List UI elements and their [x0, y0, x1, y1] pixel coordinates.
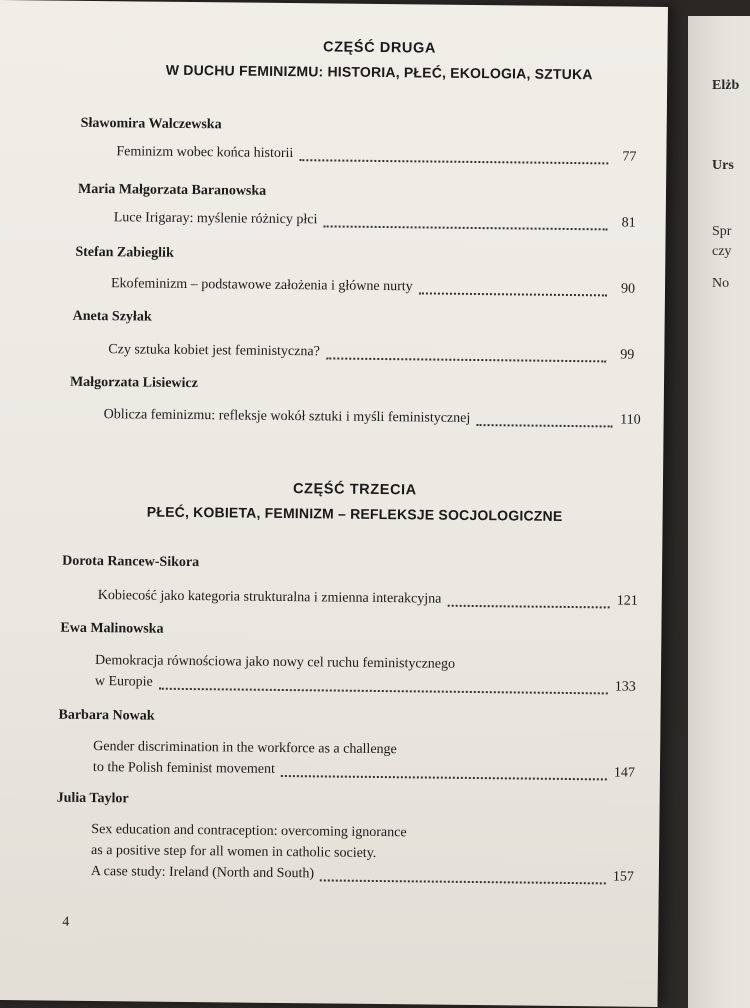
toc-author: Julia Taylor [56, 790, 129, 807]
part-two-label: CZĘŚĆ DRUGA [322, 39, 437, 57]
toc-author: Małgorzata Lisiewicz [69, 374, 198, 392]
toc-entry-title: as a positive step for all women in catholic society. [91, 843, 377, 861]
toc-entry [111, 273, 635, 299]
toc-entry-title: Gender discrimination in the workforce as a challenge [93, 739, 397, 758]
toc-author: Aneta Szyłak [72, 308, 152, 325]
toc-page-number: 157 [612, 869, 634, 885]
toc-entry [104, 404, 641, 431]
facing-page-fragment: czy [712, 244, 732, 259]
part-two-title: W DUCHU FEMINIZMU: HISTORIA, PŁEĆ, EKOLOGIA, SZTUKA [165, 61, 593, 83]
toc-entry-title: Oblicza feminizmu: refleksje wokół sztuki i myśli feministycznej [103, 407, 471, 426]
leader-dots [476, 423, 612, 427]
facing-page-fragment: Urs [712, 158, 734, 173]
toc-entry [114, 207, 636, 233]
toc-entry-title: Demokracja równościowa jako nowy cel ruchu feministycznego [95, 653, 456, 672]
toc-author: Maria Małgorzata Baranowska [77, 181, 267, 199]
leader-dots [326, 356, 607, 362]
leader-dots [320, 878, 606, 884]
facing-page-fragment: Spr [712, 224, 732, 239]
toc-entry-title: Feminizm wobec końca historii [116, 144, 294, 162]
toc-entry [93, 736, 635, 784]
toc-page-number: 110 [620, 412, 641, 428]
toc-entry-title: Sex education and contraception: overcoming ignorance [91, 822, 407, 841]
toc-page-number: 77 [622, 149, 637, 165]
toc-author: Dorota Rancew-Sikora [62, 553, 200, 571]
facing-page [688, 8, 750, 1008]
toc-entry-title: Ekofeminizm – podstawowe założenia i główne nurty [110, 276, 413, 295]
leader-dots [447, 604, 609, 609]
toc-page-number: 99 [620, 347, 635, 363]
background-corner [670, 0, 750, 16]
toc-entry-title: to the Polish feminist movement [92, 760, 276, 777]
toc-entry [91, 819, 635, 888]
leader-dots [419, 291, 607, 296]
toc-page-number: 133 [614, 679, 636, 695]
toc-entry [95, 650, 636, 698]
leader-dots [323, 224, 607, 230]
part-three-title: PŁEĆ, KOBIETA, FEMINIZM – REFLEKSJE SOCJOLOGICZNE [146, 503, 563, 524]
toc-entry-title: Luce Irigaray: myślenie różnicy płci [113, 210, 318, 228]
toc-entry [108, 339, 634, 366]
toc-author: Barbara Nowak [58, 707, 155, 724]
toc-entry-title: Kobiecość jako kategoria strukturalna i zmienna interakcyjna [97, 588, 442, 607]
toc-entry-title: A case study: Ireland (North and South) [90, 863, 315, 882]
page-number-folio: 4 [62, 914, 70, 930]
toc-entry-title: Czy sztuka kobiet jest feministyczna? [108, 342, 320, 360]
toc-page-number: 121 [616, 593, 638, 609]
toc-author: Ewa Malinowska [60, 620, 164, 637]
leader-dots [159, 687, 608, 695]
toc-author: Sławomira Walczewska [80, 115, 222, 133]
toc-entry-title: w Europie [94, 674, 153, 690]
toc-page-number: 90 [620, 281, 636, 297]
leader-dots [299, 158, 608, 164]
leader-dots [281, 774, 607, 780]
facing-page-fragment: No [712, 276, 730, 291]
toc-page-number: 81 [621, 215, 636, 231]
toc-author: Stefan Zabieglik [75, 244, 174, 261]
toc-page-number: 147 [613, 765, 636, 781]
part-three-label: CZĘŚĆ TRZECIA [292, 481, 417, 499]
toc-entry [116, 141, 636, 167]
facing-page-fragment: Elżb [712, 78, 740, 93]
toc-entry [98, 585, 638, 612]
